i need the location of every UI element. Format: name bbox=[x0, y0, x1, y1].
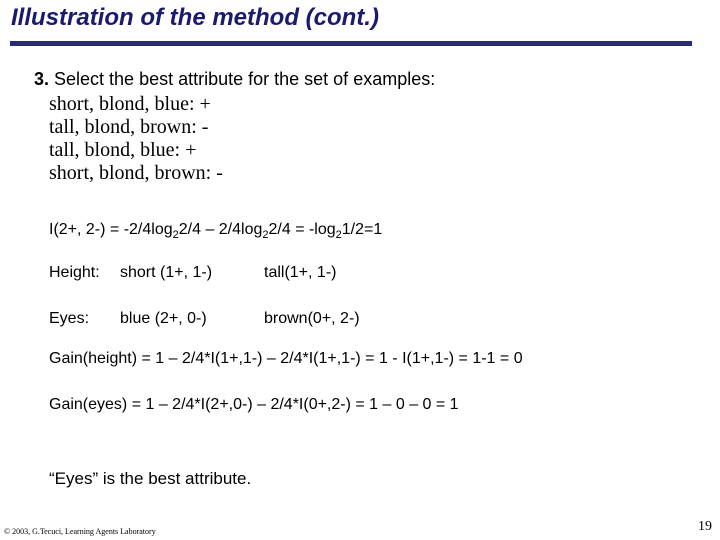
gain-eyes-formula: Gain(eyes) = 1 – 2/4*I(2+,0-) – 2/4*I(0+,2-) = 1 – 0 – 0 = 1 bbox=[49, 396, 459, 413]
step-text: Select the best attribute for the set of examples: bbox=[49, 69, 436, 89]
formula-part: 2/4 – 2/4log bbox=[178, 221, 263, 238]
examples-list bbox=[49, 93, 223, 185]
formula-subscript: 2 bbox=[335, 229, 342, 242]
formula-part: 1/2=1 bbox=[341, 221, 383, 238]
example-item: tall, blond, blue: + bbox=[49, 139, 197, 161]
example-item: short, blond, brown: - bbox=[49, 162, 223, 184]
example-item: short, blond, blue: + bbox=[49, 93, 211, 115]
height-value-tall: tall(1+, 1-) bbox=[264, 264, 337, 281]
example-item: tall, blond, brown: - bbox=[49, 116, 209, 138]
conclusion: “Eyes” is the best attribute. bbox=[49, 469, 252, 488]
formula-part: 2/4 = -log bbox=[268, 221, 336, 238]
gain-height-formula: Gain(height) = 1 – 2/4*I(1+,1-) – 2/4*I(1+,1-) = 1 - I(1+,1-) = 1-1 = 0 bbox=[49, 350, 523, 367]
formula-part: I(2+, 2-) = -2/4log bbox=[49, 221, 173, 238]
eyes-value-brown: brown(0+, 2-) bbox=[264, 310, 360, 327]
title-underline bbox=[10, 41, 692, 46]
step-number: 3. bbox=[34, 69, 50, 89]
height-value-short: short (1+, 1-) bbox=[120, 264, 213, 281]
eyes-value-blue: blue (2+, 0-) bbox=[120, 310, 207, 327]
eyes-label: Eyes: bbox=[49, 310, 90, 327]
slide-title: Illustration of the method (cont.) bbox=[11, 4, 379, 31]
information-formula bbox=[49, 221, 382, 241]
step-instruction bbox=[34, 69, 435, 90]
page-number: 19 bbox=[698, 519, 712, 534]
formula-subscript: 2 bbox=[172, 229, 179, 242]
footer-copyright: © 2003, G.Tecuci, Learning Agents Laboratory bbox=[4, 527, 156, 536]
height-label: Height: bbox=[49, 264, 100, 281]
formula-subscript: 2 bbox=[262, 229, 269, 242]
